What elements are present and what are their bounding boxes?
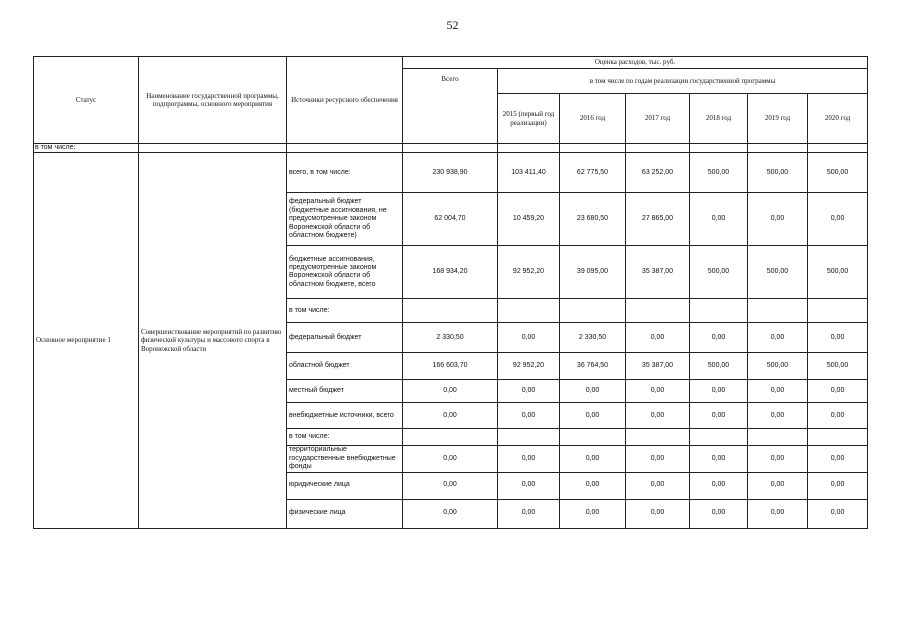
header-year: 2015 (первый год реализации) bbox=[498, 94, 560, 144]
value-cell: 39 095,00 bbox=[560, 246, 626, 299]
value-cell: 0,00 bbox=[626, 472, 690, 499]
header-year: 2017 год bbox=[626, 94, 690, 144]
header-year: 2016 год bbox=[560, 94, 626, 144]
section-label: в том числе: bbox=[34, 144, 139, 153]
header-by-years: в том числе по годам реализации государственной программы bbox=[498, 69, 868, 94]
value-cell: 0,00 bbox=[403, 380, 498, 403]
source-cell: федеральный бюджет (бюджетные ассигнования, не предусмотренные законом Воронежской области об областном бюджете) bbox=[287, 193, 403, 246]
value-cell bbox=[560, 429, 626, 446]
source-cell: всего, в том числе: bbox=[287, 153, 403, 193]
value-cell bbox=[403, 299, 498, 323]
header-status: Статус bbox=[34, 57, 139, 144]
value-cell: 500,00 bbox=[690, 153, 748, 193]
value-cell bbox=[626, 429, 690, 446]
value-cell: 500,00 bbox=[748, 246, 808, 299]
source-cell: бюджетные ассигнования, предусмотренные законом Воронежской области об областном бюджете, всего bbox=[287, 246, 403, 299]
value-cell: 0,00 bbox=[626, 499, 690, 528]
value-cell: 0,00 bbox=[690, 446, 748, 472]
value-cell: 0,00 bbox=[690, 472, 748, 499]
value-cell: 0,00 bbox=[560, 403, 626, 429]
value-cell: 0,00 bbox=[560, 380, 626, 403]
value-cell: 0,00 bbox=[403, 472, 498, 499]
value-cell: 0,00 bbox=[498, 403, 560, 429]
source-cell: федеральный бюджет bbox=[287, 323, 403, 353]
value-cell: 500,00 bbox=[690, 246, 748, 299]
source-cell: в том числе: bbox=[287, 429, 403, 446]
value-cell: 23 680,50 bbox=[560, 193, 626, 246]
value-cell: 10 459,20 bbox=[498, 193, 560, 246]
value-cell: 0,00 bbox=[403, 403, 498, 429]
value-cell: 0,00 bbox=[748, 446, 808, 472]
value-cell: 0,00 bbox=[626, 323, 690, 353]
header-cost-estimate: Оценка расходов, тыс. руб. bbox=[403, 57, 868, 69]
value-cell bbox=[626, 299, 690, 323]
source-cell: юридические лица bbox=[287, 472, 403, 499]
value-cell: 0,00 bbox=[690, 403, 748, 429]
header-name: Наименование государственной программы, подпрограммы, основного мероприятия bbox=[139, 57, 287, 144]
value-cell: 92 952,20 bbox=[498, 246, 560, 299]
value-cell: 0,00 bbox=[748, 323, 808, 353]
value-cell: 27 865,00 bbox=[626, 193, 690, 246]
value-cell: 168 934,20 bbox=[403, 246, 498, 299]
budget-table bbox=[33, 56, 868, 529]
source-cell: местный бюджет bbox=[287, 380, 403, 403]
event-name: Совершенствование мероприятий по развитию физической культуры и массового спорта в Воронежской области bbox=[139, 153, 287, 528]
value-cell bbox=[690, 429, 748, 446]
value-cell: 166 603,70 bbox=[403, 353, 498, 380]
value-cell: 230 938,90 bbox=[403, 153, 498, 193]
source-cell: областной бюджет bbox=[287, 353, 403, 380]
header-year: 2019 год bbox=[748, 94, 808, 144]
value-cell: 92 952,20 bbox=[498, 353, 560, 380]
table-row bbox=[34, 153, 868, 193]
value-cell: 0,00 bbox=[626, 380, 690, 403]
value-cell: 36 764,50 bbox=[560, 353, 626, 380]
value-cell: 103 411,40 bbox=[498, 153, 560, 193]
value-cell: 0,00 bbox=[498, 446, 560, 472]
value-cell: 0,00 bbox=[748, 472, 808, 499]
value-cell: 0,00 bbox=[498, 499, 560, 528]
value-cell: 0,00 bbox=[560, 472, 626, 499]
value-cell: 0,00 bbox=[560, 446, 626, 472]
value-cell: 35 387,00 bbox=[626, 246, 690, 299]
header-year: 2018 год bbox=[690, 94, 748, 144]
value-cell: 0,00 bbox=[403, 446, 498, 472]
value-cell: 0,00 bbox=[560, 499, 626, 528]
value-cell bbox=[560, 299, 626, 323]
value-cell: 0,00 bbox=[748, 380, 808, 403]
page-number: 52 bbox=[446, 18, 459, 32]
value-cell: 0,00 bbox=[808, 380, 868, 403]
source-cell: в том числе: bbox=[287, 299, 403, 323]
value-cell bbox=[748, 299, 808, 323]
value-cell: 0,00 bbox=[626, 446, 690, 472]
value-cell bbox=[748, 429, 808, 446]
value-cell: 2 330,50 bbox=[560, 323, 626, 353]
value-cell: 0,00 bbox=[808, 323, 868, 353]
value-cell: 500,00 bbox=[748, 353, 808, 380]
value-cell: 500,00 bbox=[808, 153, 868, 193]
source-cell: физические лица bbox=[287, 499, 403, 528]
value-cell: 0,00 bbox=[690, 323, 748, 353]
value-cell: 0,00 bbox=[808, 193, 868, 246]
value-cell bbox=[403, 429, 498, 446]
value-cell: 0,00 bbox=[690, 380, 748, 403]
value-cell bbox=[498, 299, 560, 323]
value-cell: 0,00 bbox=[748, 499, 808, 528]
value-cell bbox=[808, 299, 868, 323]
value-cell: 0,00 bbox=[690, 499, 748, 528]
header-total: Всего bbox=[403, 69, 498, 144]
event-status: Основное мероприятие 1 bbox=[34, 153, 139, 528]
header-sources: Источники ресурсного обеспечения bbox=[287, 57, 403, 144]
value-cell: 0,00 bbox=[808, 446, 868, 472]
value-cell: 2 330,50 bbox=[403, 323, 498, 353]
value-cell: 0,00 bbox=[690, 193, 748, 246]
value-cell bbox=[808, 429, 868, 446]
value-cell: 500,00 bbox=[690, 353, 748, 380]
section-row bbox=[34, 144, 868, 153]
value-cell: 0,00 bbox=[498, 380, 560, 403]
value-cell: 0,00 bbox=[748, 193, 808, 246]
value-cell bbox=[690, 299, 748, 323]
header-row-1 bbox=[34, 57, 868, 69]
value-cell: 62 004,70 bbox=[403, 193, 498, 246]
value-cell: 0,00 bbox=[808, 499, 868, 528]
value-cell: 62 775,50 bbox=[560, 153, 626, 193]
value-cell: 0,00 bbox=[498, 472, 560, 499]
value-cell: 500,00 bbox=[808, 353, 868, 380]
source-cell: территориальные государственные внебюджетные фонды bbox=[287, 446, 403, 472]
source-cell: внебюджетные источники, всего bbox=[287, 403, 403, 429]
value-cell: 0,00 bbox=[403, 499, 498, 528]
header-year: 2020 год bbox=[808, 94, 868, 144]
value-cell: 63 252,00 bbox=[626, 153, 690, 193]
value-cell: 500,00 bbox=[808, 246, 868, 299]
value-cell: 0,00 bbox=[748, 403, 808, 429]
value-cell: 0,00 bbox=[808, 403, 868, 429]
value-cell: 0,00 bbox=[626, 403, 690, 429]
value-cell bbox=[498, 429, 560, 446]
value-cell: 0,00 bbox=[808, 472, 868, 499]
value-cell: 0,00 bbox=[498, 323, 560, 353]
value-cell: 500,00 bbox=[748, 153, 808, 193]
value-cell: 35 387,00 bbox=[626, 353, 690, 380]
